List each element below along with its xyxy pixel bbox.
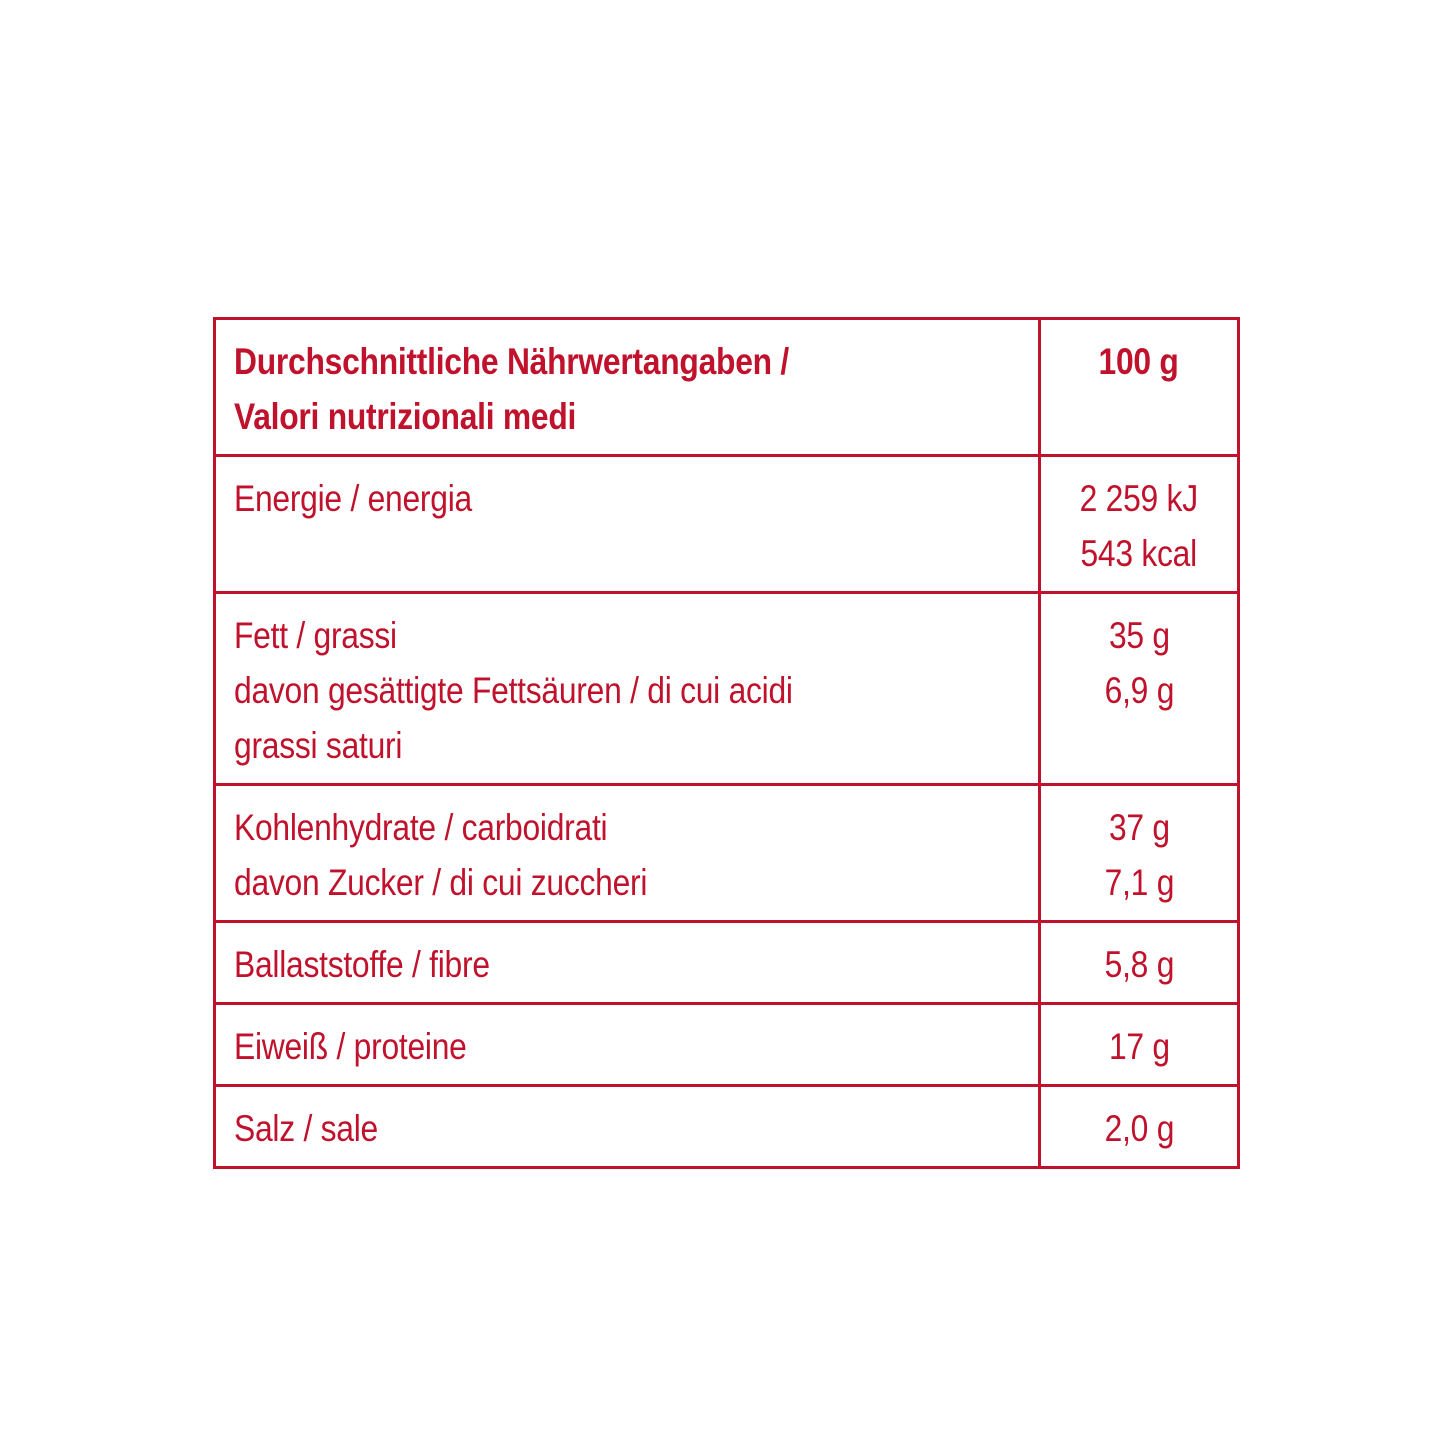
row-label-cell — [215, 1004, 1040, 1086]
row-value-cell — [1040, 1004, 1239, 1086]
energy-kj-value: 2 259 kJ — [1079, 478, 1199, 519]
row-value-cell — [1040, 593, 1239, 785]
row-value-cell — [1040, 1086, 1239, 1168]
table-row-energy — [215, 456, 1239, 593]
sugars-value: 7,1 g — [1104, 862, 1174, 903]
sugars-label: davon Zucker / di cui zuccheri — [234, 862, 648, 903]
header-value: 100 g — [1098, 341, 1180, 382]
row-label-cell — [215, 456, 1040, 593]
fibre-value: 5,8 g — [1104, 944, 1174, 985]
row-label-cell — [215, 922, 1040, 1004]
table-row-fibre — [215, 922, 1239, 1004]
saturated-fat-value: 6,9 g — [1104, 670, 1174, 711]
row-value-cell — [1040, 456, 1239, 593]
header-label-line-1: Durchschnittliche Nährwertangaben / — [234, 341, 790, 382]
protein-value: 17 g — [1108, 1026, 1170, 1067]
table-row-fat — [215, 593, 1239, 785]
salt-value: 2,0 g — [1104, 1108, 1174, 1149]
nutrition-facts-table — [213, 317, 1240, 1169]
table-row-carbohydrates — [215, 785, 1239, 922]
protein-label: Eiweiß / proteine — [234, 1026, 467, 1067]
fibre-label: Ballaststoffe / fibre — [234, 944, 490, 985]
table-row-protein — [215, 1004, 1239, 1086]
table-row-salt — [215, 1086, 1239, 1168]
saturated-fat-label-line-1: davon gesättigte Fettsäuren / di cui acidi — [234, 670, 793, 711]
row-label-cell — [215, 1086, 1040, 1168]
row-label-cell — [215, 785, 1040, 922]
energy-label: Energie / energia — [234, 478, 472, 519]
row-value-cell — [1040, 922, 1239, 1004]
row-value-cell — [1040, 785, 1239, 922]
fat-label: Fett / grassi — [234, 615, 397, 656]
header-label-line-2: Valori nutrizionali medi — [234, 396, 577, 437]
saturated-fat-label-line-2: grassi saturi — [234, 725, 403, 766]
header-label-cell — [215, 319, 1040, 456]
energy-kcal-value: 543 kcal — [1080, 533, 1198, 574]
row-label-cell — [215, 593, 1040, 785]
fat-value: 35 g — [1108, 615, 1170, 656]
salt-label: Salz / sale — [234, 1108, 378, 1149]
carbohydrates-label: Kohlenhydrate / carboidrati — [234, 807, 608, 848]
table-header-row — [215, 319, 1239, 456]
header-value-cell — [1040, 319, 1239, 456]
carbohydrates-value: 37 g — [1108, 807, 1170, 848]
